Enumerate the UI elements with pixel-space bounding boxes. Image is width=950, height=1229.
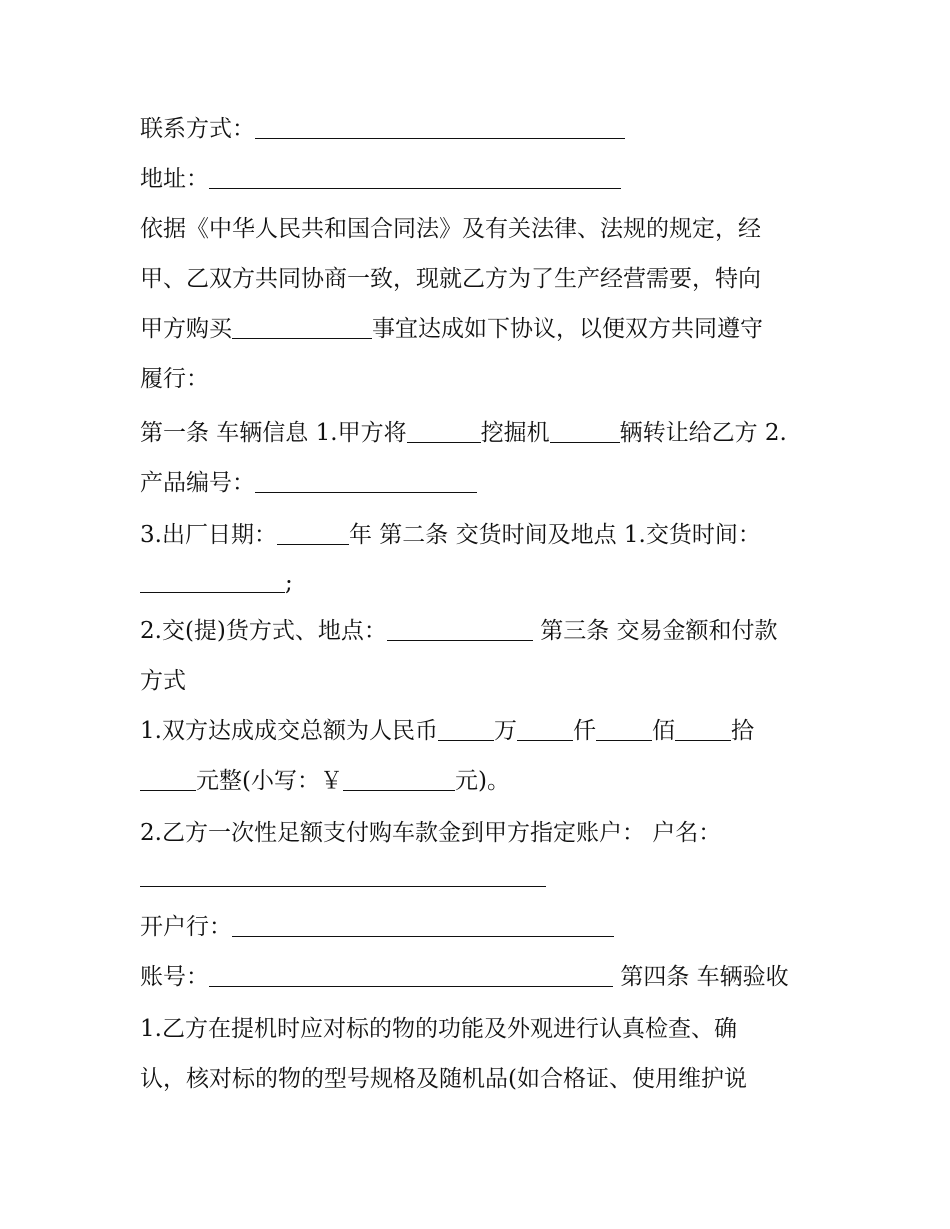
contact-line <box>140 114 820 144</box>
serial-line <box>140 468 820 498</box>
account-name-line <box>140 862 820 892</box>
account-label: 账号： <box>140 964 209 990</box>
inspect-line-1: 1.乙方在提机时应对标的物的功能及外观进行认真检查、确 <box>140 1016 737 1042</box>
article-3-head: 第三条 交易金额和付款 <box>540 618 778 644</box>
bai-blank <box>596 716 652 741</box>
preamble-line-2: 甲、乙双方共同协商一致，现就乙方为了生产经营需要，特向 <box>140 266 761 292</box>
delivery-method-line <box>140 616 820 646</box>
unit-yuan: 元整(小写：￥ <box>196 768 343 794</box>
figure-blank <box>343 766 455 791</box>
account-blank <box>209 962 613 987</box>
shi-blank <box>675 716 731 741</box>
preamble-line-1: 依据《中华人民共和国合同法》及有关法律、法规的规定，经 <box>140 216 761 242</box>
article-1-tail: 辆转让给乙方 2. <box>619 420 787 446</box>
quantity-blank-2 <box>550 418 620 443</box>
wan-blank <box>438 716 494 741</box>
article-1-line <box>140 418 820 448</box>
purchase-post: 事宜达成如下协议，以便双方共同遵守 <box>372 316 763 342</box>
purchase-pre: 甲方购买 <box>140 316 232 342</box>
delivery-method-blank <box>387 616 533 641</box>
account-line <box>140 962 820 992</box>
unit-wan: 万 <box>493 718 517 744</box>
bank-line <box>140 912 820 942</box>
bank-blank <box>232 912 614 937</box>
perform-line: 履行： <box>140 366 209 392</box>
contact-blank <box>255 114 625 139</box>
date-label: 3.出厂日期： <box>140 522 277 548</box>
address-line <box>140 164 820 194</box>
account-name-blank <box>140 862 546 887</box>
payment-line: 2.乙方一次性足额支付购车款金到甲方指定账户： 户名： <box>140 820 722 846</box>
qian-blank <box>517 716 573 741</box>
bank-label: 开户行： <box>140 914 232 940</box>
amount-close: 元)。 <box>454 768 510 794</box>
unit-bai: 佰 <box>651 718 675 744</box>
address-label: 地址： <box>140 166 209 192</box>
amount-pre: 1.双方达成成交总额为人民币 <box>140 718 438 744</box>
unit-shi: 拾 <box>730 718 754 744</box>
unit-qian: 仟 <box>572 718 596 744</box>
article-4-head: 第四条 车辆验收 <box>620 964 789 990</box>
contact-label: 联系方式： <box>140 116 255 142</box>
year-blank <box>277 520 349 545</box>
purchase-item-blank <box>232 314 372 339</box>
article-1-mid: 挖掘机 <box>480 420 550 446</box>
purchase-line <box>140 314 820 344</box>
amount-line-2 <box>140 766 820 796</box>
date-tail: 年 第二条 交货时间及地点 1.交货时间： <box>348 522 761 548</box>
address-blank <box>209 164 621 189</box>
inspect-line-2: 认，核对标的物的型号规格及随机品(如合格证、使用维护说 <box>140 1066 747 1092</box>
semicolon: ; <box>285 570 293 596</box>
delivery-time-blank <box>140 568 285 593</box>
article-3-head-cont: 方式 <box>140 668 186 694</box>
yuan-blank <box>140 766 196 791</box>
delivery-time-line <box>140 568 820 598</box>
quantity-blank-1 <box>407 418 481 443</box>
serial-blank <box>255 468 477 493</box>
delivery-method-label: 2.交(提)货方式、地点： <box>140 618 387 644</box>
article-1-head: 第一条 车辆信息 1.甲方将 <box>140 420 407 446</box>
amount-line <box>140 716 820 746</box>
serial-label: 产品编号： <box>140 470 255 496</box>
date-line <box>140 520 820 550</box>
